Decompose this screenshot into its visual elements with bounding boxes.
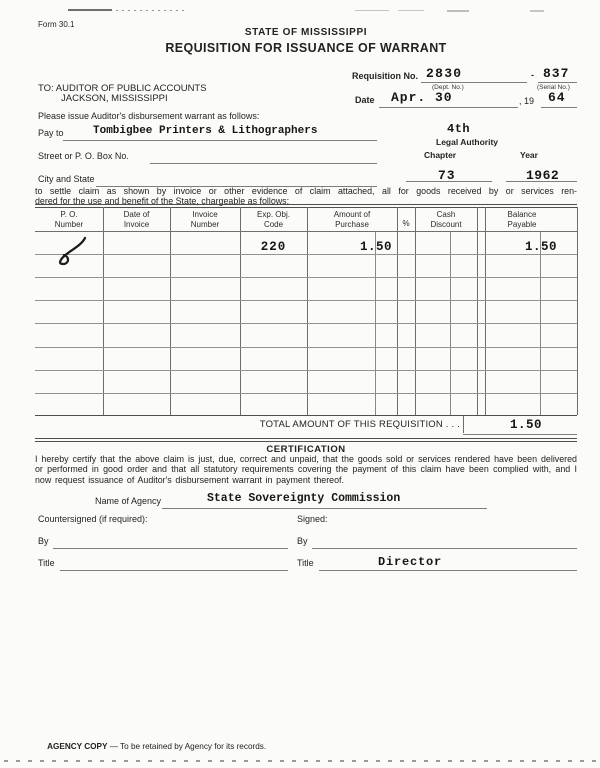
column-header-po-number: P. O. Number — [54, 210, 84, 229]
scan-artifact — [116, 10, 186, 11]
dept-no-value: 2830 — [426, 66, 463, 81]
form-title: REQUISITION FOR ISSUANCE OF WARRANT — [165, 41, 447, 55]
name-of-agency-value: State Sovereignty Commission — [207, 492, 401, 505]
table-row-line — [35, 300, 577, 301]
legal-year-value: 1962 — [526, 168, 560, 183]
total-value: 1.50 — [510, 418, 543, 432]
table-grid-line — [307, 207, 308, 415]
year-column-label: Year — [520, 150, 538, 160]
table-grid-line — [240, 207, 241, 415]
scan-artifact — [530, 10, 544, 12]
addressee-line2: JACKSON, MISSISSIPPI — [61, 93, 168, 104]
table-grid-line — [170, 207, 171, 415]
agency-copy-text: — To be retained by Agency for its records. — [107, 742, 267, 751]
table-row-line — [35, 393, 577, 394]
certification-heading: CERTIFICATION — [266, 444, 346, 455]
pay-to-line — [63, 140, 377, 141]
scan-artifact — [68, 9, 112, 11]
perforation-line — [4, 760, 596, 762]
city-label: City and State — [38, 174, 95, 184]
signed-title-line — [319, 570, 577, 571]
column-header-balance-payable: Balance Payable — [507, 210, 537, 229]
column-header-cash-discount: Cash Discount — [430, 210, 462, 229]
settle-text-line2: dered for the use and benefit of the State, chargeable as follows: — [35, 196, 290, 206]
table-header-rule — [35, 231, 577, 232]
pay-to-label: Pay to — [38, 128, 64, 138]
requisition-no-label: Requisition No. — [352, 71, 418, 81]
signed-label: Signed: — [297, 514, 328, 524]
date-label: Date — [355, 95, 375, 105]
date-year-value: 64 — [548, 90, 566, 105]
form-number: Form 30.1 — [38, 20, 75, 29]
column-header-date-of-invoice: Date of Invoice — [123, 210, 150, 229]
date-year-prefix: , 19 — [519, 96, 535, 106]
street-line — [150, 163, 377, 164]
total-label: TOTAL AMOUNT OF THIS REQUISITION . . . — [259, 419, 460, 430]
signed-title-label: Title — [297, 558, 314, 568]
countersigned-title-label: Title — [38, 558, 55, 568]
name-of-agency-line — [162, 508, 487, 509]
entry-exp-obj-code: 220 — [260, 240, 287, 254]
countersigned-label: Countersigned (if required): — [38, 514, 148, 524]
table-grid-line — [577, 207, 578, 415]
agency-copy-label: AGENCY COPY — [47, 742, 108, 751]
date-line — [379, 107, 518, 108]
signed-by-line — [312, 548, 577, 549]
column-header-percent: % — [402, 219, 410, 228]
serial-no-caption: (Serial No.) — [537, 84, 570, 91]
entry-amount-of-purchase: 1.50 — [360, 240, 393, 254]
instruction-text: Please issue Auditor's disbursement warrant as follows: — [38, 111, 260, 121]
countersigned-by-line — [53, 548, 288, 549]
table-row-line — [35, 347, 577, 348]
countersigned-title-line — [60, 570, 288, 571]
table-grid-line — [477, 207, 478, 415]
table-row-line — [35, 370, 577, 371]
req-no-dash: - — [531, 70, 534, 80]
total-cell-divider — [463, 416, 464, 433]
table-grid-line — [415, 207, 416, 415]
column-header-exp-obj-code: Exp. Obj. Code — [257, 210, 290, 229]
column-header-invoice-number: Invoice Number — [190, 210, 220, 229]
agency-copy-note — [38, 733, 266, 760]
table-row-line — [35, 254, 577, 255]
legal-authority-value: 4th — [447, 122, 471, 136]
countersigned-by-label: By — [38, 536, 49, 546]
handwritten-flourish-icon — [55, 236, 93, 268]
chapter-value: 73 — [438, 168, 456, 183]
addressee-line1: TO: AUDITOR OF PUBLIC ACCOUNTS — [38, 83, 207, 94]
table-bottom-rule — [35, 415, 577, 416]
scan-artifact — [398, 10, 424, 11]
serial-no-value: 837 — [543, 66, 570, 81]
chapter-label: Chapter — [424, 150, 457, 160]
settle-text-line1: to settle claim as shown by invoice or other evidence of claim attached, all for goods received by or services ren- — [35, 186, 577, 196]
table-grid-line — [397, 207, 398, 415]
table-grid-line — [103, 207, 104, 415]
name-of-agency-label: Name of Agency — [95, 496, 162, 506]
date-value: Apr. 30 — [391, 90, 453, 105]
street-label: Street or P. O. Box No. — [38, 151, 129, 161]
certification-body: I hereby certify that the above claim is just, due, correct and unpaid, that the goods sold or services rendered have been delivered or performed in good order and that all statutory requirements covering the payment of this claim have been complied with, and I now request issuance of Auditor's disbursement warrant in payment thereof. — [35, 454, 577, 485]
legal-authority-label: Legal Authority — [436, 137, 499, 147]
entry-balance-payable: 1.50 — [525, 240, 558, 254]
date-year-line — [541, 107, 577, 108]
total-underline — [463, 434, 577, 435]
state-title: STATE OF MISSISSIPPI — [244, 27, 368, 38]
section-double-rule — [35, 441, 577, 442]
signed-title-value: Director — [378, 555, 443, 569]
section-double-rule — [35, 438, 577, 439]
table-row-line — [35, 277, 577, 278]
scan-artifact — [355, 10, 389, 11]
scan-artifact — [447, 10, 469, 12]
table-row-line — [35, 323, 577, 324]
table-grid-line — [485, 207, 486, 415]
pay-to-value: Tombigbee Printers & Lithographers — [93, 125, 318, 137]
dept-no-line — [421, 82, 527, 83]
table-top-rule — [35, 207, 577, 208]
dept-no-caption: (Dept. No.) — [432, 84, 464, 91]
signed-by-label: By — [297, 536, 308, 546]
table-top-rule — [35, 204, 577, 205]
serial-no-line — [538, 82, 577, 83]
column-header-amount-of-purchase: Amount of Purchase — [333, 210, 371, 229]
